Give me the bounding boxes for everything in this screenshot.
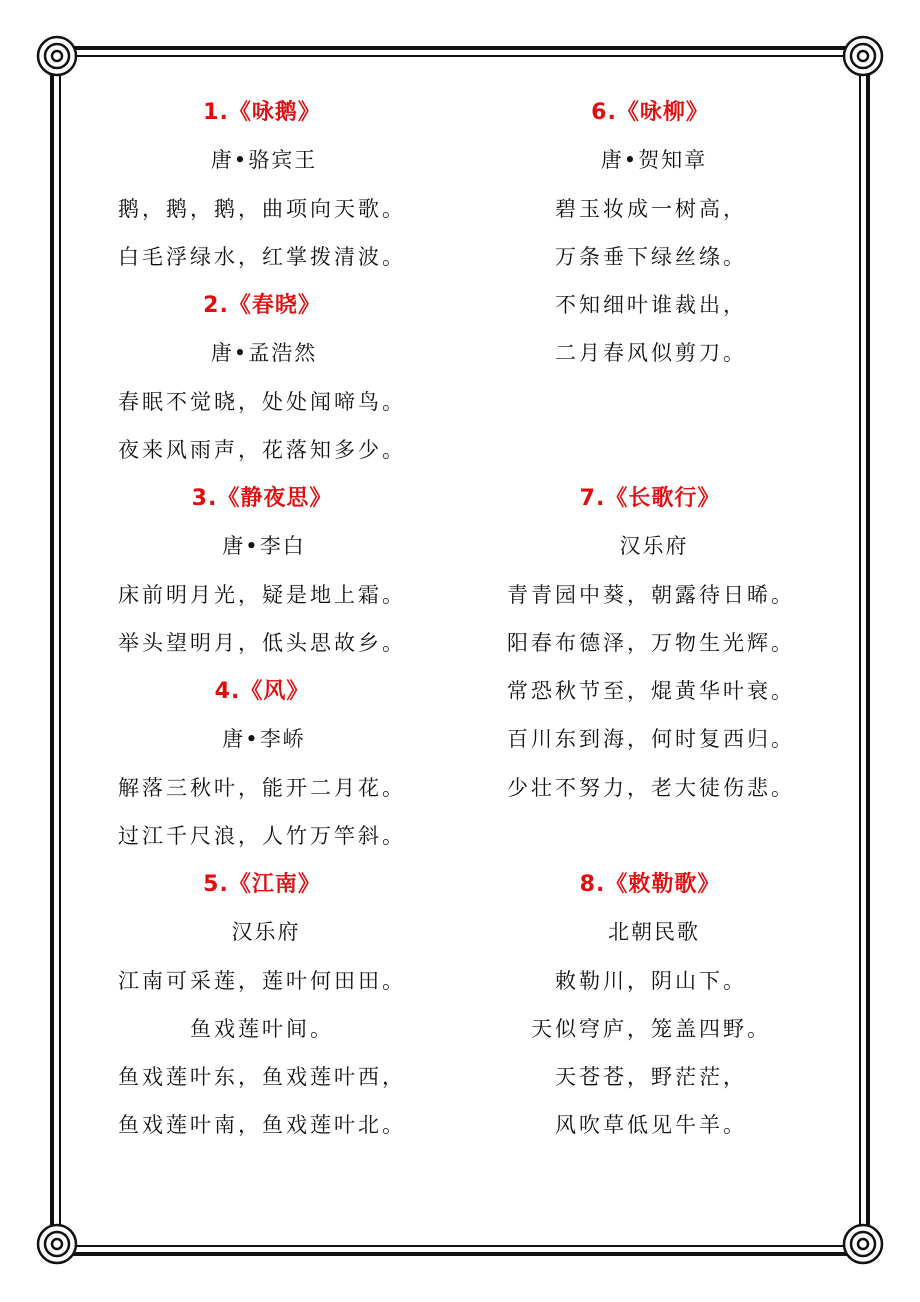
poem-line: 鹅，鹅，鹅，曲项向天歌。 [118, 197, 406, 221]
poem-line: 风吹草低见牛羊。 [555, 1113, 747, 1137]
poem-author: 汉乐府 [619, 534, 689, 558]
poem-line: 少壮不努力，老大徒伤悲。 [507, 776, 795, 800]
poem-author: 唐•骆宾王 [210, 148, 318, 172]
poem-author: 唐•李峤 [222, 727, 306, 751]
poem-line: 碧玉妆成一树高， [555, 197, 747, 221]
poem-title: 7.《长歌行》 [579, 486, 721, 511]
poem-line: 二月春风似剪刀。 [555, 341, 747, 365]
poem-line: 过江千尺浪，人竹万竿斜。 [118, 824, 406, 848]
poem-title: 2.《春晓》 [203, 293, 321, 318]
poem-author: 北朝民歌 [608, 920, 700, 944]
corner-ornament-bottom-right [844, 1225, 882, 1263]
poem-author: 唐•孟浩然 [210, 341, 318, 365]
corner-ornament-bottom-left [38, 1225, 76, 1263]
poem-author: 唐•贺知章 [600, 148, 708, 172]
poem-line: 夜来风雨声，花落知多少。 [118, 438, 406, 462]
poem-line: 解落三秋叶，能开二月花。 [118, 776, 406, 800]
poem-line: 床前明月光，疑是地上霜。 [118, 583, 406, 607]
poem-line: 百川东到海，何时复西归。 [507, 727, 795, 751]
poem-line: 万条垂下绿丝绦。 [555, 245, 747, 269]
poem-line: 敕勒川，阴山下。 [555, 969, 747, 993]
poem-line: 鱼戏莲叶间。 [190, 1017, 334, 1041]
poem-title: 4.《风》 [214, 679, 310, 704]
poem-line: 春眠不觉晓，处处闻啼鸟。 [118, 390, 406, 414]
poem-title: 6.《咏柳》 [591, 100, 709, 125]
poem-line: 常恐秋节至，焜黄华叶衰。 [507, 679, 795, 703]
poem-line: 江南可采莲，莲叶何田田。 [118, 969, 406, 993]
corner-ornament-top-right [844, 37, 882, 75]
poem-author: 唐•李白 [222, 534, 306, 558]
poem-line: 阳春布德泽，万物生光辉。 [507, 631, 795, 655]
poem-title: 8.《敕勒歌》 [579, 872, 721, 897]
poem-line: 鱼戏莲叶南，鱼戏莲叶北。 [118, 1113, 406, 1137]
poem-author: 汉乐府 [231, 920, 301, 944]
poem-title: 1.《咏鹅》 [203, 100, 321, 125]
poem-line: 青青园中葵，朝露待日晞。 [507, 583, 795, 607]
poem-line: 不知细叶谁裁出， [555, 293, 747, 317]
poem-line: 天似穹庐，笼盖四野。 [531, 1017, 771, 1041]
poem-line: 举头望明月，低头思故乡。 [118, 631, 406, 655]
poem-line: 天苍苍，野茫茫， [555, 1065, 747, 1089]
poem-line: 鱼戏莲叶东，鱼戏莲叶西， [118, 1065, 406, 1089]
poem-title: 5.《江南》 [203, 872, 321, 897]
poem-title: 3.《静夜思》 [191, 486, 333, 511]
poem-line: 白毛浮绿水，红掌拨清波。 [118, 245, 406, 269]
corner-ornament-top-left [38, 37, 76, 75]
